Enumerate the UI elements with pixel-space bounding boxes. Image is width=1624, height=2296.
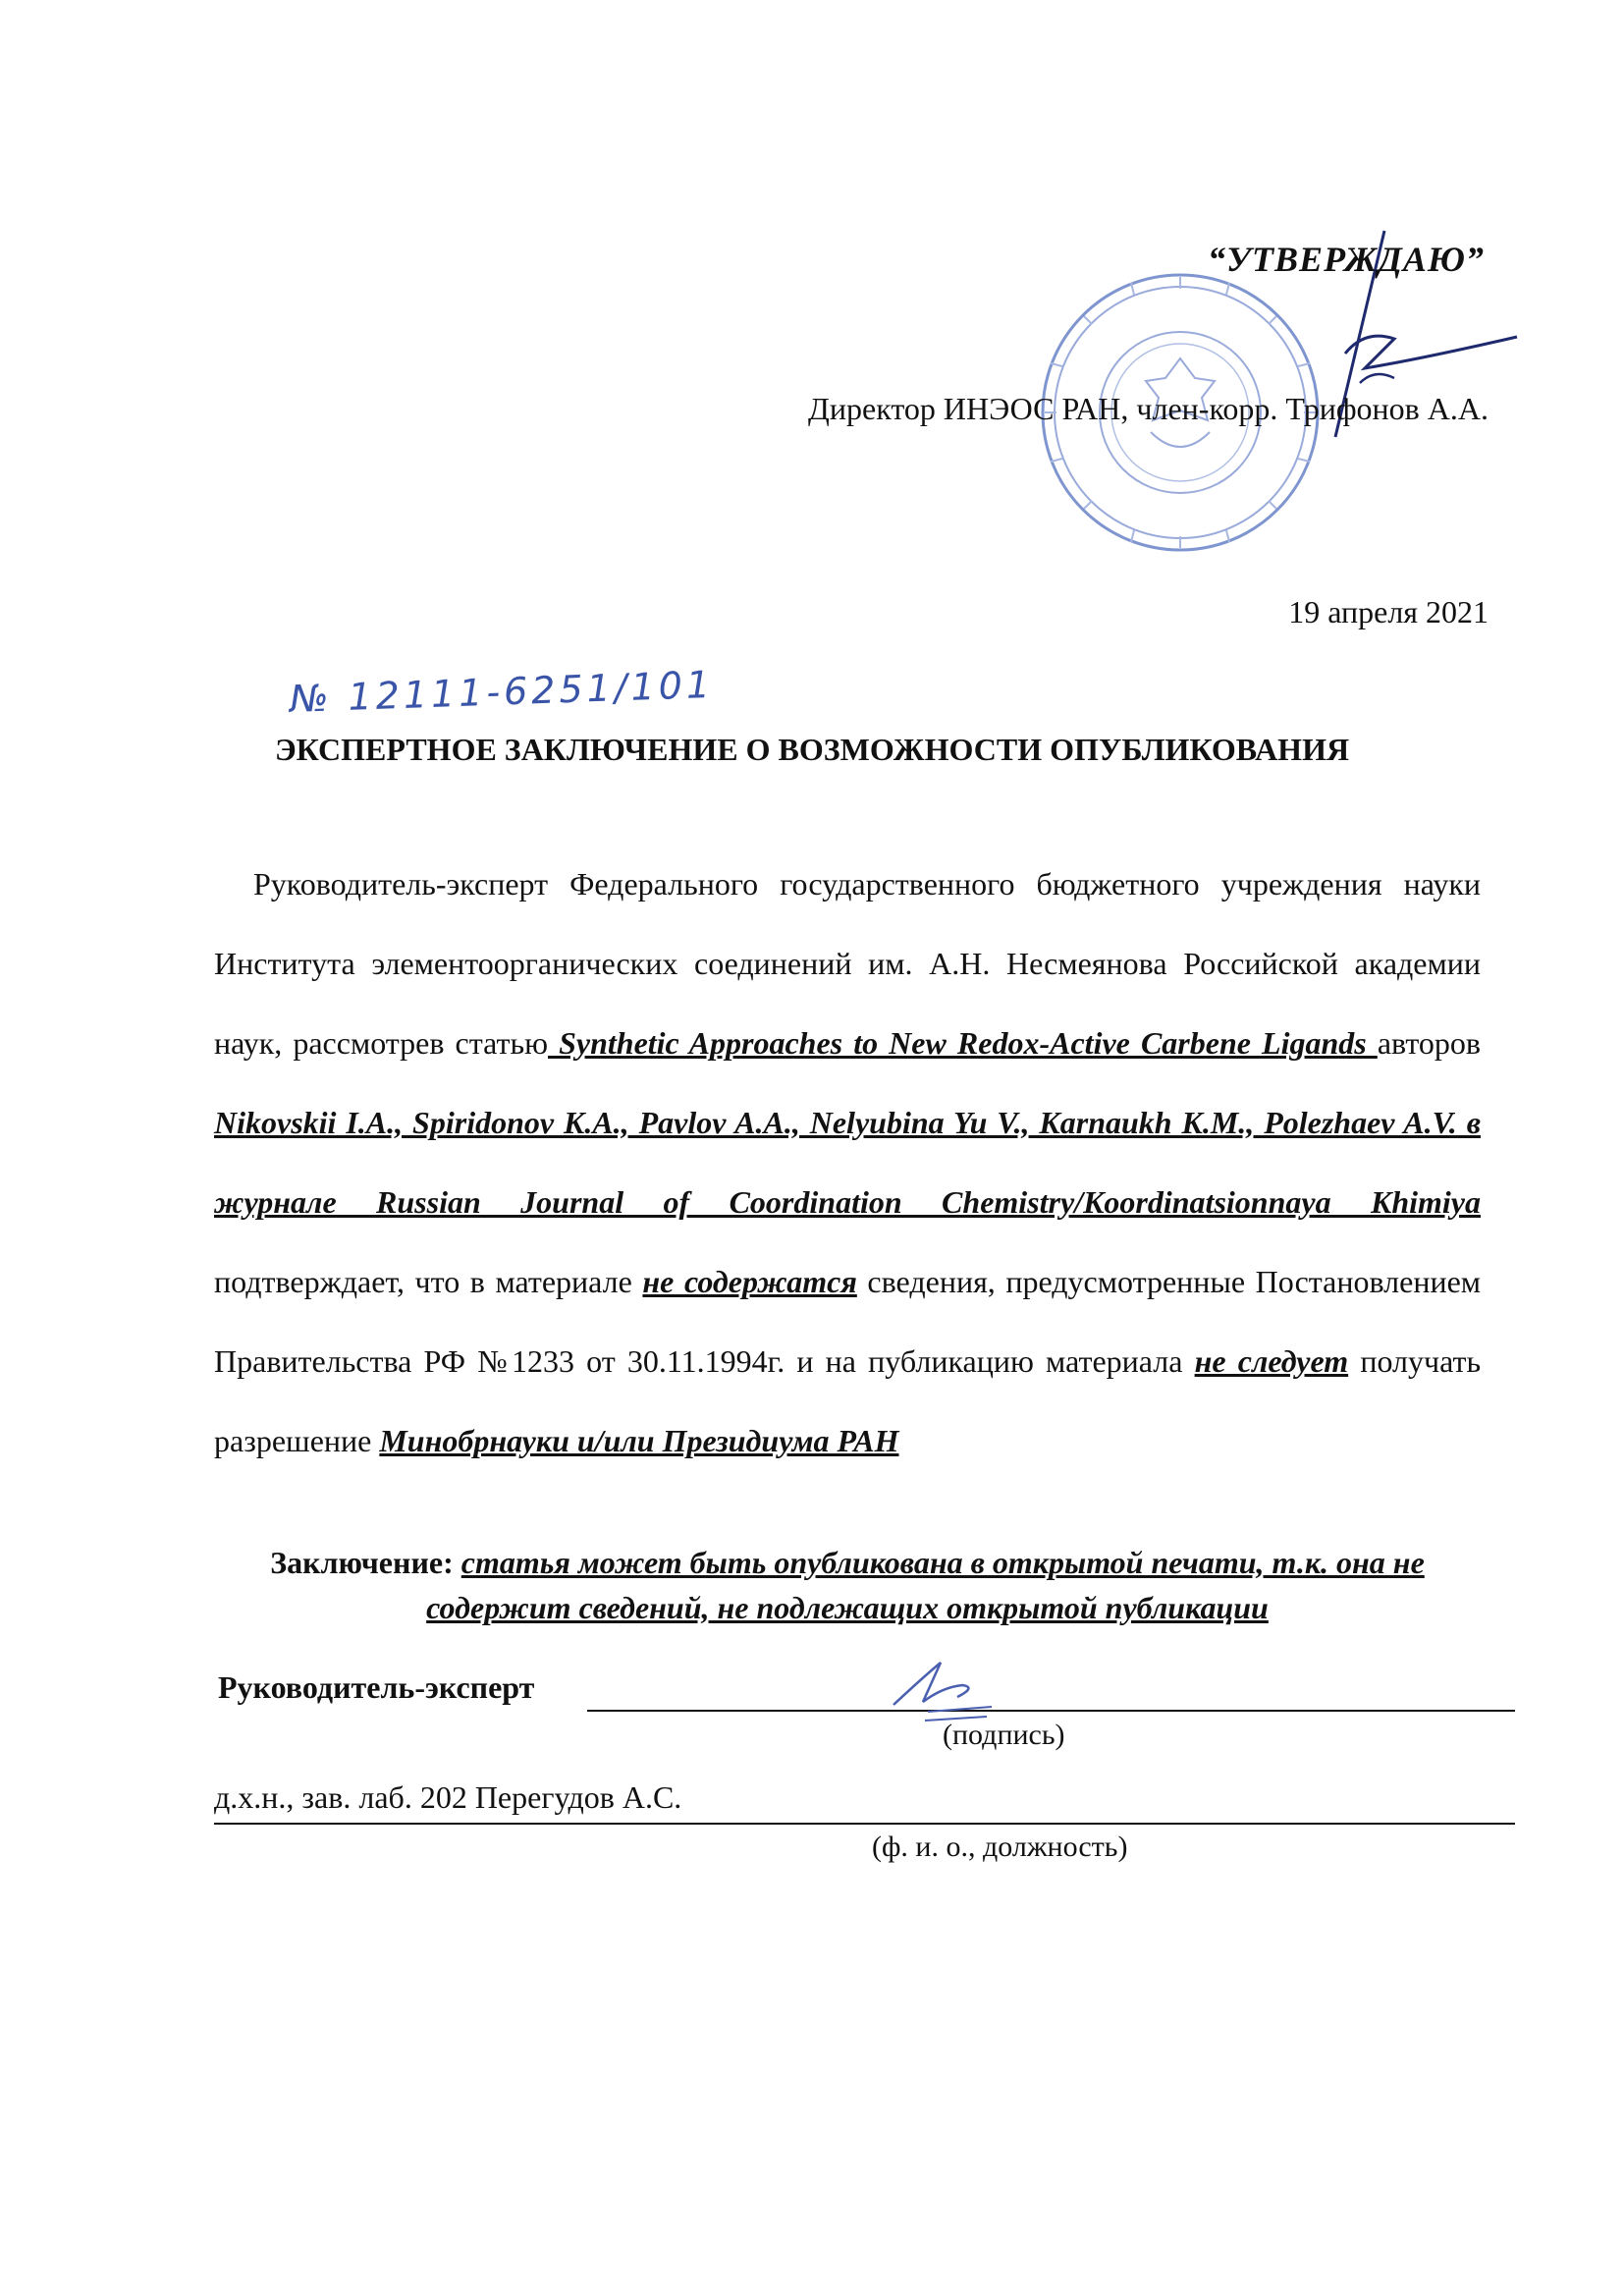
signature-line [587,1710,1515,1712]
expert-role-label: Руководитель-эксперт [218,1669,535,1705]
article-title: Synthetic Approaches to New Redox-Active Carbene Ligands [548,1025,1378,1061]
confirms-text: подтверждает, что в материале [214,1264,632,1299]
conclusion-block [214,1540,1481,1630]
authors-label: авторов [1377,1025,1482,1061]
not-contained: не содержатся [642,1264,857,1299]
decree-text: сведения, предусмотренные Постановлением Правительства РФ №1233 от 30.11.1994г. и на публикацию материала [214,1264,1482,1379]
permission-text: получать разрешение [214,1343,1482,1458]
document-title: ЭКСПЕРТНОЕ ЗАКЛЮЧЕНИЕ О ВОЗМОЖНОСТИ ОПУБЛИКОВАНИЯ [274,732,1350,767]
expert-signature [884,1658,1021,1726]
approval-heading: “УТВЕРЖДАЮ” [1208,240,1485,279]
name-caption: (ф. и. о., должность) [872,1831,1128,1863]
registration-number: № 12111-6251/101 [289,662,715,721]
conclusion-label: Заключение: [270,1545,454,1580]
approval-date: 19 апреля 2021 [1288,594,1489,629]
name-line [214,1823,1515,1825]
authority-text: Минобрнауки и/или Президиума РАН [379,1423,899,1458]
director-line: Директор ИНЭОС РАН, член-корр. Трифонов А.А. [808,391,1489,426]
body-paragraph [214,845,1481,1481]
authors-journal: Nikovskii I.A., Spiridonov K.A., Pavlov A.A., Nelyubina Yu V., Karnaukh K.M., Polezhaev A.V. в журнале Russian Journal of Coordination Chemistry/Koordinatsionnaya Khimiya [214,1105,1481,1220]
intro-text: Руководитель-эксперт Федерального государственного бюджетного учреждения науки Института элементоорганических соединений им. А.Н. Несмеянова Российской академии наук, рассмотрев статью [214,866,1481,1061]
not-required: не следует [1194,1343,1349,1379]
expert-name-position: д.х.н., зав. лаб. 202 Перегудов А.С. [214,1779,682,1815]
signature-caption: (подпись) [943,1719,1065,1751]
conclusion-text: статья может быть опубликована в открытой печати, т.к. она не содержит сведений, не подлежащих открытой публикации [426,1545,1425,1625]
